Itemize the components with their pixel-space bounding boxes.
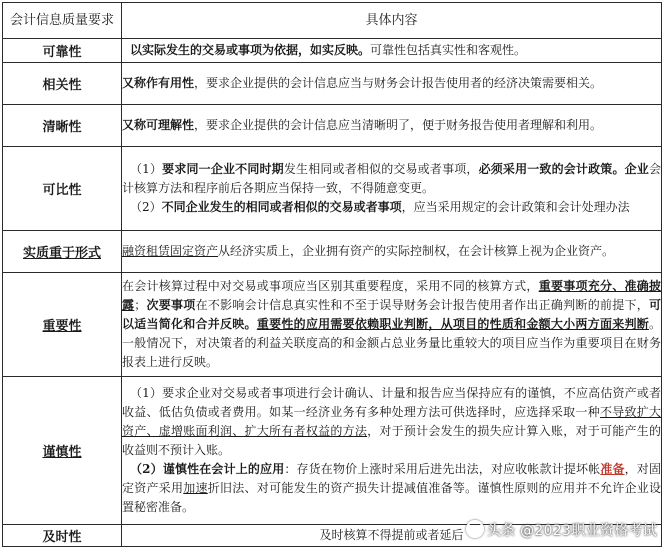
quality-content bbox=[122, 147, 662, 231]
paragraph-prefix: （1） bbox=[130, 162, 163, 176]
content-bold: 次要事项 bbox=[146, 298, 196, 312]
header-row bbox=[3, 3, 662, 39]
content-text: 会计核算方法和程序前后各期应当保持一致，不得随意变更。 bbox=[122, 162, 661, 195]
row-prudence bbox=[3, 377, 662, 525]
content-text: ，要求企业提供的会计信息应当清晰明了，便于财务报告使用者理解和利用。 bbox=[194, 118, 603, 132]
paragraph-prefix: （2） bbox=[130, 462, 163, 476]
quality-content bbox=[122, 273, 662, 377]
row-relevance bbox=[3, 63, 662, 105]
content-bold: 必须采用一致的会计政策。企业 bbox=[478, 162, 649, 176]
quality-name: 实质重于形式 bbox=[3, 231, 122, 273]
content-bold: 又称作有用性 bbox=[122, 76, 195, 90]
paragraph bbox=[122, 198, 661, 217]
quality-content bbox=[122, 105, 662, 147]
accounting-quality-table bbox=[2, 2, 662, 547]
content-bold: 谨慎性在会计上的应用 bbox=[162, 462, 285, 476]
quality-name: 可比性 bbox=[3, 147, 122, 231]
content-bold: 可以适当简化和合并反映。 bbox=[122, 298, 661, 331]
content-text: 在会计核算过程中对交易或事项应当区别其重要程度，采用不同的核算方式， bbox=[122, 279, 539, 293]
content-text: ，应当采用规定的会计政策和会计处理办法 bbox=[401, 200, 630, 214]
quality-name: 清晰性 bbox=[3, 105, 122, 147]
content-underlined: 加速 bbox=[183, 481, 208, 495]
content-bold: 重要事项充分、准确披露 bbox=[122, 279, 661, 312]
content-text: 。一般情况下，对决策者的利益关联度高的和金额占总业务量比重较大的项目应当作为重要项目在财务报表上进行反映。 bbox=[122, 317, 661, 369]
quality-content bbox=[122, 39, 662, 63]
content-underlined: 不导致扩大资产、虚增账面利润、扩大所有者权益的方法 bbox=[122, 405, 661, 438]
content-text: ，对固定资产采用 bbox=[122, 462, 661, 495]
content-text: 在不影响会计信息真实性和不至于误导财务会计报告使用者作出正确判断的前提下， bbox=[195, 298, 649, 312]
header-content: 具体内容 bbox=[122, 3, 662, 39]
content-text: （1）要求企业对交易或者事项进行会计确认、计量和报告应当保持应有的谨慎，不应高估资产或者收益、低估负债或者费用。如某一经济业务有多种处理方法可供选择时，应选择采取一种 bbox=[122, 386, 661, 419]
content-bold: 以实际发生的交易或事项为依据，如实反映。 bbox=[130, 43, 371, 57]
quality-name: 可靠性 bbox=[3, 39, 122, 63]
quality-name: 谨慎性 bbox=[3, 377, 122, 525]
paragraph bbox=[122, 384, 661, 460]
paragraph bbox=[122, 160, 661, 198]
row-substance-over-form bbox=[3, 231, 662, 273]
watermark bbox=[466, 520, 657, 540]
content-text: 可靠性包括真实性和客观性。 bbox=[370, 43, 527, 57]
quality-content bbox=[122, 377, 662, 525]
watermark-logo-icon bbox=[466, 520, 484, 538]
content-text: 及时核算不得提前或者延后 bbox=[319, 528, 464, 542]
quality-name: 重要性 bbox=[3, 273, 122, 377]
content-underlined: 融资租赁固定资产 bbox=[122, 244, 219, 258]
row-materiality bbox=[3, 273, 662, 377]
content-text: 折旧法、对可能发生的资产损失计提减值准备等。谨慎性原则的应用并不允许企业设置秘密准备。 bbox=[122, 481, 661, 514]
content-text: ：存货在物价上涨时采用后进先出法，对应收帐款计提坏帐 bbox=[284, 462, 601, 476]
content-bold: 要求同一企业不同时期 bbox=[162, 162, 284, 176]
content-text: 发生相同或者相似的交易或者事项， bbox=[283, 162, 479, 176]
content-text: 从经济实质上，企业拥有资产的实际控制权，在会计核算上视为企业资产。 bbox=[218, 244, 615, 258]
paragraph-prefix: （2） bbox=[130, 200, 162, 214]
content-bold: 重要性的应用需要依赖职业判断，从项目的性质和金额大小两方面来判断 bbox=[256, 317, 649, 331]
quality-name: 相关性 bbox=[3, 63, 122, 105]
paragraph bbox=[122, 460, 661, 517]
content-text: ，要求企业提供的会计信息应当与财务会计报告使用者的经济决策需要相关。 bbox=[194, 76, 603, 90]
content-text: ，对于预计会发生的损失应计算入账，对于可能产生的收益则不预计入账。 bbox=[122, 424, 661, 457]
row-clarity bbox=[3, 105, 662, 147]
content-marked: 准备 bbox=[600, 462, 625, 476]
quality-content bbox=[122, 63, 662, 105]
row-comparability bbox=[3, 147, 662, 231]
content-bold: 又称可理解性 bbox=[122, 118, 195, 132]
header-quality: 会计信息质量要求 bbox=[3, 3, 122, 39]
watermark-text: 头条 @2023职业资格考试 bbox=[486, 523, 657, 539]
quality-content bbox=[122, 231, 662, 273]
quality-name: 及时性 bbox=[3, 525, 122, 547]
content-bold: 不同企业发生的相同或者相似的交易或者事项 bbox=[161, 200, 402, 214]
content-text: ； bbox=[134, 298, 147, 312]
row-reliability bbox=[3, 39, 662, 63]
